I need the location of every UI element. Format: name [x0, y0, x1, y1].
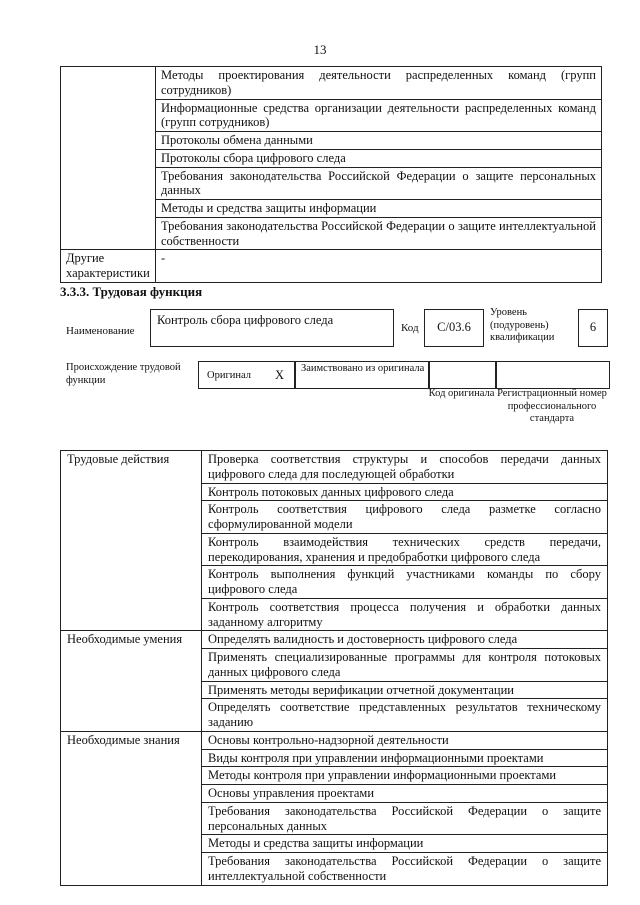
borrowed-label: Заимствовано из оригинала — [301, 363, 425, 374]
name-value: Контроль сбора цифрового следа — [157, 313, 334, 327]
knowledge-item: Протоколы обмена данными — [156, 132, 602, 150]
label-cell — [61, 67, 156, 250]
table-row — [61, 451, 608, 484]
section-title: 3.3.3. Трудовая функция — [60, 284, 203, 299]
knowledge-item: Требования законодательства Российской Федерации о защите интеллектуальной собственности — [156, 217, 602, 250]
group-item: Методы контроля при управлении информационными проектами — [202, 767, 608, 785]
group-item: Контроль соответствия процесса получения и обработки данных заданному алгоритму — [202, 598, 608, 631]
group-item: Основы управления проектами — [202, 785, 608, 803]
group-item: Контроль потоковых данных цифрового следа — [202, 483, 608, 501]
borrowed-box — [294, 361, 430, 389]
orig-code-label: Код оригинала — [428, 388, 495, 399]
group-item: Виды контроля при управлении информационными проектами — [202, 749, 608, 767]
origin-label: Происхождение трудовой функции — [66, 362, 181, 386]
reg-number-label: Регистрационный номер профессионального стандарта — [497, 388, 607, 425]
code-value: C/03.6 — [437, 320, 471, 334]
knowledge-continuation-table — [60, 66, 602, 283]
code-value-box — [424, 309, 484, 347]
orig-code-box — [428, 361, 497, 389]
code-label: Код — [401, 322, 419, 334]
group-item: Применять методы верификации отчетной документации — [202, 681, 608, 699]
name-value-box — [150, 309, 394, 347]
knowledge-item: Методы проектирования деятельности распределенных команд (групп сотрудников) — [156, 67, 602, 100]
group-item: Методы и средства защиты информации — [202, 835, 608, 853]
original-box — [198, 361, 296, 389]
group-item: Основы контрольно-надзорной деятельности — [202, 731, 608, 749]
group-item: Требования законодательства Российской Федерации о защите интеллектуальной собственности — [202, 853, 608, 886]
reg-number-box — [495, 361, 610, 389]
group-label: Необходимые знания — [61, 731, 202, 885]
name-label: Наименование — [66, 325, 135, 337]
group-item: Проверка соответствия структуры и способов передачи данных цифрового следа для последующей обработки — [202, 451, 608, 484]
group-item: Применять специализированные программы для контроля потоковых данных цифрового следа — [202, 649, 608, 682]
other-characteristics-value: - — [156, 250, 602, 283]
group-item: Контроль взаимодействия технических средств передачи, перекодирования, хранения и предобработки цифрового следа — [202, 533, 608, 566]
group-item: Требования законодательства Российской Федерации о защите персональных данных — [202, 802, 608, 835]
group-label: Необходимые умения — [61, 631, 202, 732]
level-value: 6 — [589, 320, 597, 334]
group-item: Определять валидность и достоверность цифрового следа — [202, 631, 608, 649]
table-row — [61, 631, 608, 649]
knowledge-item: Требования законодательства Российской Федерации о защите персональных данных — [156, 167, 602, 200]
group-item: Контроль выполнения функций участниками команды по сбору цифрового следа — [202, 566, 608, 599]
table-row — [61, 67, 602, 100]
labor-function-table — [60, 450, 608, 886]
group-item: Определять соответствие представленных результатов техническому заданию — [202, 699, 608, 732]
knowledge-item: Информационные средства организации деятельности распределенных команд (групп сотрудников) — [156, 99, 602, 132]
original-mark: X — [275, 368, 285, 382]
group-item: Контроль соответствия цифрового следа разметке согласно сформулированной модели — [202, 501, 608, 534]
knowledge-item: Методы и средства защиты информации — [156, 200, 602, 218]
level-value-box — [578, 309, 608, 347]
original-label: Оригинал — [207, 370, 251, 381]
table-row — [61, 250, 602, 283]
group-label: Трудовые действия — [61, 451, 202, 631]
knowledge-item: Протоколы сбора цифрового следа — [156, 149, 602, 167]
page-number: 13 — [313, 42, 327, 57]
other-characteristics-label: Другие характеристики — [61, 250, 156, 283]
level-label: Уровень (подуровень) квалификации — [490, 307, 555, 344]
table-row — [61, 731, 608, 749]
